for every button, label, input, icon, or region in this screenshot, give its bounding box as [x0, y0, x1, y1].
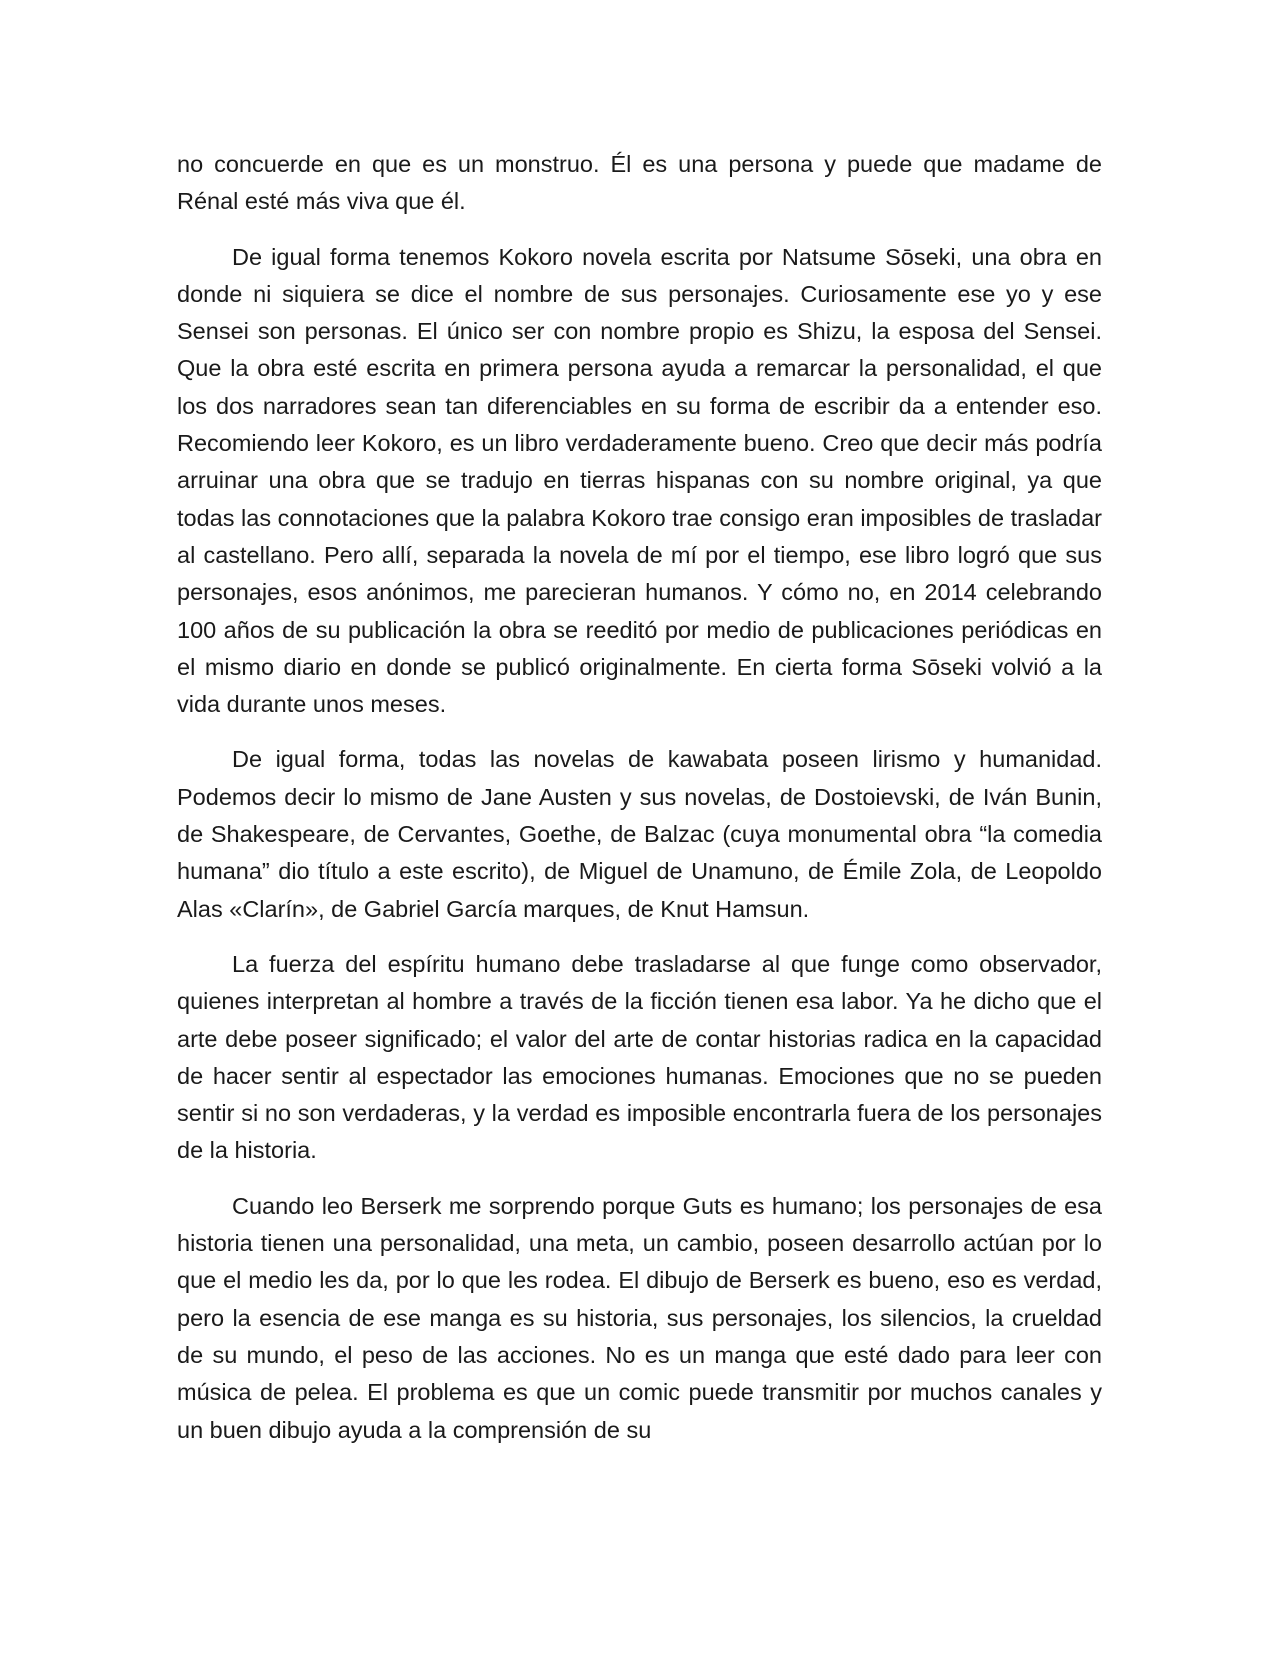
- paragraph-5: Cuando leo Berserk me sorprendo porque Guts es humano; los personajes de esa historia tienen una personalidad, una meta, un cambio, poseen desarrollo actúan por lo que el medio les da, por lo que les rodea. El dibujo de Berserk es bueno, eso es verdad, pero la esencia de ese manga es su historia, sus personajes, los silencios, la crueldad de su mundo, el peso de las acciones. No es un manga que esté dado para leer con música de pelea. El problema es que un comic puede transmitir por muchos canales y un buen dibujo ayuda a la comprensión de su: [177, 1192, 1102, 1443]
- paragraph-2: De igual forma tenemos Kokoro novela escrita por Natsume Sōseki, una obra en donde ni siquiera se dice el nombre de sus personajes. Curiosamente ese yo y ese Sensei son personas. El único ser con nombre propio es Shizu, la esposa del Sensei. Que la obra esté escrita en primera persona ayuda a remarcar la personalidad, el que los dos narradores sean tan diferenciables en su forma de escribir da a entender eso. Recomiendo leer Kokoro, es un libro verdaderamente bueno. Creo que decir más podría arruinar una obra que se tradujo en tierras hispanas con su nombre original, ya que todas las connotaciones que la palabra Kokoro trae consigo eran imposibles de trasladar al castellano. Pero allí, separada la novela de mí por el tiempo, ese libro logró que sus personajes, esos anónimos, me parecieran humanos. Y cómo no, en 2014 celebrando 100 años de su publicación la obra se reeditó por medio de publicaciones periódicas en el mismo diario en donde se publicó originalmente. En cierta forma Sōseki volvió a la vida durante unos meses.: [177, 243, 1102, 718]
- paragraph-4: La fuerza del espíritu humano debe trasladarse al que funge como observador, quienes interpretan al hombre a través de la ficción tienen esa labor. Ya he dicho que el arte debe poseer significado; el valor del arte de contar historias radica en la capacidad de hacer sentir al espectador las emociones humanas. Emociones que no se pueden sentir si no son verdaderas, y la verdad es imposible encontrarla fuera de los personajes de la historia.: [177, 950, 1102, 1164]
- paragraph-1: no concuerde en que es un monstruo. Él es una persona y puede que madame de Rénal esté más viva que él.: [177, 151, 1102, 215]
- document-body: [177, 146, 1102, 1467]
- paragraph-3: De igual forma, todas las novelas de kawabata poseen lirismo y humanidad. Podemos decir lo mismo de Jane Austen y sus novelas, de Dostoievski, de Iván Bunin, de Shakespeare, de Cervantes, Goethe, de Balzac (cuya monumental obra “la comedia humana” dio título a este escrito), de Miguel de Unamuno, de Émile Zola, de Leopoldo Alas «Clarín», de Gabriel García marques, de Knut Hamsun.: [177, 746, 1102, 922]
